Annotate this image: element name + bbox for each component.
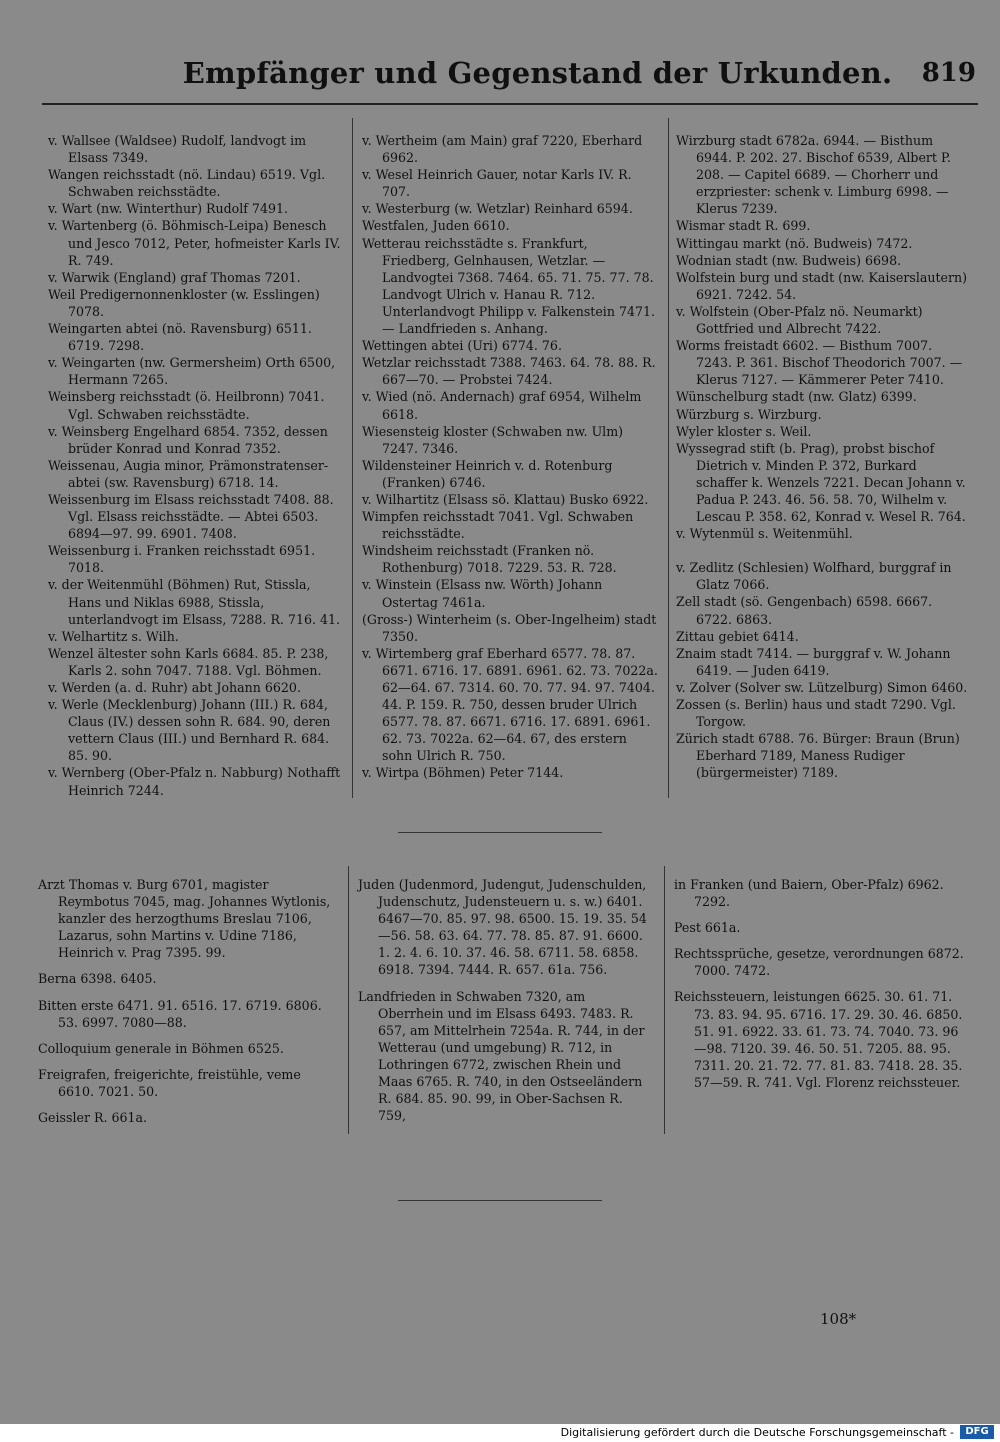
index-entry: Reichssteuern, leistungen 6625. 30. 61. 71. 73. 83. 94. 95. 6716. 17. 29. 30. 46. 6850. 51. 91. 6922. 33. 61. 73. 74. 7040. 73. 96—98. 7120. 39. 46. 50. 51. 7205. 88. 95. 7311. 20. 21. 72. 77. 81. 83. 7418. 28. 35. 57—59. R. 741. Vgl. Florenz reichssteuer. (674, 989, 963, 1090)
index-entry: Wodnian stadt (nw. Budweis) 6698. (676, 252, 902, 268)
subject-column-3 (674, 876, 970, 1091)
index-entry: Würzburg s. Wirzburg. (676, 406, 822, 422)
index-entry: Geissler R. 661a. (38, 1110, 148, 1126)
index-entry: v. der Weitenmühl (Böhmen) Rut, Stissla, Hans und Niklas 6988, Stissla, unterlandvogt im Elsass, 7288. R. 716. 41. (48, 577, 341, 627)
index-entry: Weil Predigernonnenkloster (w. Esslingen) 7078. (48, 286, 320, 319)
index-entry: Zossen (s. Berlin) haus und stadt 7290. Vgl. Torgow. (676, 697, 956, 730)
footer-bar (0, 1424, 1000, 1442)
index-entry: Weissenau, Augia minor, Prämonstratenser-abtei (sw. Ravensburg) 6718. 14. (48, 457, 329, 490)
index-entry: v. Wartenberg (ö. Böhmisch-Leipa) Benesch und Jesco 7012, Peter, hofmeister Karls IV. R. 749. (48, 218, 341, 268)
index-entry: Wetzlar reichsstadt 7388. 7463. 64. 78. 88. R. 667—70. — Probstei 7424. (362, 355, 656, 388)
index-entry: Juden (Judenmord, Judengut, Judenschulden, Judenschutz, Judensteuern u. s. w.) 6401. 6467—70. 85. 97. 98. 6500. 15. 19. 35. 54—56. 58. 63. 64. 77. 78. 85. 87. 91. 6600. 1. 2. 4. 6. 10. 37. 46. 58. 6711. 58. 6858. 6918. 7394. 7444. R. 657. 61a. 756. (358, 877, 647, 978)
index-entry: Westfalen, Juden 6610. (362, 218, 510, 234)
index-entry: Wismar stadt R. 699. (676, 218, 811, 234)
page-header (40, 56, 980, 100)
index-entry: Freigrafen, freigerichte, freistühle, veme 6610. 7021. 50. (38, 1066, 301, 1099)
index-entry: Wolfstein burg und stadt (nw. Kaiserslautern) 6921. 7242. 54. (676, 269, 968, 302)
index-entry: Pest 661a. (674, 920, 741, 936)
index-entry: Weissenburg im Elsass reichsstadt 7408. 88. Vgl. Elsass reichsstädte. — Abtei 6503. 6894—97. 99. 6901. 7408. (48, 491, 334, 542)
index-entry: v. Winstein (Elsass nw. Wörth) Johann Ostertag 7461a. (362, 577, 603, 610)
index-entry: v. Wirtpa (Böhmen) Peter 7144. (362, 765, 564, 781)
index-entry: v. Wart (nw. Winterthur) Rudolf 7491. (48, 201, 288, 217)
index-entry: in Franken (und Baiern, Ober-Pfalz) 6962. 7292. (674, 877, 944, 910)
index-entry: Znaim stadt 7414. — burggraf v. W. Johann 6419. — Juden 6419. (676, 645, 951, 678)
index-column-2 (362, 132, 658, 782)
column-divider (352, 118, 353, 798)
index-entry: v. Wirtemberg graf Eberhard 6577. 78. 87. 6671. 6716. 17. 6891. 6961. 62. 73. 7022a. 62—64. 67. 7314. 60. 70. 77. 94. 97. 7404. 44. P. 159. R. 750, dessen bruder Ulrich 6577. 78. 87. 6671. 6716. 17. 6891. 6961. 62. 73. 7022a. 62—64. 67, des erstern sohn Ulrich R. 750. (362, 645, 658, 764)
index-entry: Arzt Thomas v. Burg 6701, magister Reymbotus 7045, mag. Johannes Wytlonis, kanzler des herzogthums Breslau 7106, Lazarus, sohn Martins v. Udine 7186, Heinrich v. Prag 7395. 99. (38, 877, 331, 961)
column-divider (348, 866, 349, 1134)
index-entry: Wiesensteig kloster (Schwaben nw. Ulm) 7247. 7346. (362, 423, 624, 456)
index-entry: v. Wernberg (Ober-Pfalz n. Nabburg) Nothafft Heinrich 7244. (48, 765, 341, 798)
index-entry: v. Warwik (England) graf Thomas 7201. (48, 269, 301, 285)
index-entry: Wildensteiner Heinrich v. d. Rotenburg (Franken) 6746. (362, 457, 613, 490)
index-entry: v. Wytenmül s. Weitenmühl. (676, 526, 853, 542)
index-entry: v. Werden (a. d. Ruhr) abt Johann 6620. (48, 680, 301, 695)
index-entry: v. Werle (Mecklenburg) Johann (III.) R. 684, Claus (IV.) dessen sohn R. 684. 90, deren vettern Claus (III.) und Bernhard R. 684. 85. 90. (48, 697, 331, 764)
index-entry: (Gross-) Winterheim (s. Ober-Ingelheim) stadt 7350. (362, 611, 657, 644)
index-entry: v. Weingarten (nw. Germersheim) Orth 6500, Hermann 7265. (48, 355, 336, 388)
index-entry: Wyssegrad stift (b. Prag), probst bischof Dietrich v. Minden P. 372, Burkard schaffer k. Wenzels 7221. Decan Johann v. Padua P. 243. 46. 56. 58. 70, Wilhelm v. Lescau P. 358. 62, Konrad v. Wesel R. 764. (676, 440, 966, 525)
section-separator (398, 832, 602, 833)
index-column-1 (48, 132, 342, 799)
index-entry: Windsheim reichsstadt (Franken nö. Rothenburg) 7018. 7229. 53. R. 728. (362, 543, 617, 576)
page-title: Empfänger und Gegenstand der Urkunden. (182, 56, 893, 90)
header-rule (42, 103, 978, 105)
index-entry: Wünschelburg stadt (nw. Glatz) 6399. (676, 389, 917, 405)
index-entry: Landfrieden in Schwaben 7320, am Oberrhein und im Elsass 6493. 7483. R. 657, am Mittelrhein 7254a. R. 744, in der Wetterau (und umgebung) R. 712, in Lothringen 6772, zwischen Rhein und Maas 6765. R. 740, in den Ostseeländern R. 684. 85. 90. 99, in Ober-Sachsen R. 759, (358, 988, 645, 1124)
page-number: 819 (921, 58, 976, 88)
index-entry: Wangen reichsstadt (nö. Lindau) 6519. Vgl. Schwaben reichsstädte. (48, 167, 326, 200)
index-entry: Bitten erste 6471. 91. 6516. 17. 6719. 6806. 53. 6997. 7080—88. (38, 997, 322, 1030)
signature-mark: 108* (820, 1310, 857, 1328)
index-entry: Wittingau markt (nö. Budweis) 7472. (676, 235, 913, 251)
funding-note: Digitalisierung gefördert durch die Deutsche Forschungsgemeinschaft - (560, 1426, 954, 1439)
index-entry: v. Zolver (Solver sw. Lützelburg) Simon 6460. (676, 679, 968, 695)
index-entry: Wenzel ältester sohn Karls 6684. 85. P. 238, Karls 2. sohn 7047. 7188. Vgl. Böhmen. (48, 645, 329, 678)
dfg-logo: DFG (960, 1425, 994, 1439)
index-entry: v. Weinsberg Engelhard 6854. 7352, dessen brüder Konrad und Konrad 7352. (48, 423, 328, 456)
subject-column-1 (38, 876, 338, 1126)
index-entry: Zell stadt (sö. Gengenbach) 6598. 6667. 6722. 6863. (676, 594, 933, 627)
index-entry: v. Zedlitz (Schlesien) Wolfhard, burggraf in Glatz 7066. (676, 560, 952, 593)
index-entry: v. Wallsee (Waldsee) Rudolf, landvogt im Elsass 7349. (48, 133, 307, 166)
index-entry: v. Wesel Heinrich Gauer, notar Karls IV. R. 707. (362, 167, 632, 200)
index-entry: v. Wolfstein (Ober-Pfalz nö. Neumarkt) Gottfried und Albrecht 7422. (676, 303, 923, 337)
index-entry: Wettingen abtei (Uri) 6774. 76. (362, 338, 562, 354)
index-entry: v. Wilhartitz (Elsass sö. Klattau) Busko 6922. (362, 491, 649, 507)
column-divider (664, 866, 665, 1134)
index-entry: v. Wied (nö. Andernach) graf 6954, Wilhelm 6618. (362, 389, 642, 422)
index-entry: Worms freistadt 6602. — Bisthum 7007. 7243. P. 361. Bischof Theodorich 7007. — Klerus 7127. — Kämmerer Peter 7410. (676, 338, 963, 388)
index-entry: Zittau gebiet 6414. (676, 628, 799, 644)
index-entry: Berna 6398. 6405. (38, 971, 157, 987)
index-column-3 (676, 132, 972, 781)
index-entry: Rechtssprüche, gesetze, verordnungen 6872. 7000. 7472. (674, 946, 964, 979)
index-entry: Colloquium generale in Böhmen 6525. (38, 1040, 284, 1056)
blank-line (676, 542, 972, 559)
index-entry: Wimpfen reichsstadt 7041. Vgl. Schwaben reichsstädte. (362, 509, 634, 542)
index-entry: v. Welhartitz s. Wilh. (48, 628, 179, 644)
index-entry: Wetterau reichsstädte s. Frankfurt, Friedberg, Gelnhausen, Wetzlar. — Landvogtei 7368. 7464. 65. 71. 75. 77. 78. Landvogt Ulrich v. Hanau R. 712. Unterlandvogt Philipp v. Falkenstein 7471. — Landfrieden s. Anhang. (362, 235, 655, 337)
section-separator (398, 1200, 602, 1201)
index-entry: Wirzburg stadt 6782a. 6944. — Bisthum 6944. P. 202. 27. Bischof 6539, Albert P. 208. — Capitel 6689. — Chorherr und erzpriester: schenk v. Limburg 6998. — Klerus 7239. (676, 133, 951, 217)
subject-column-2 (358, 876, 654, 1124)
index-entry: v. Wertheim (am Main) graf 7220, Eberhard 6962. (362, 133, 643, 166)
index-entry: Zürich stadt 6788. 76. Bürger: Braun (Brun) Eberhard 7189, Maness Rudiger (bürgermeister) 7189. (676, 731, 960, 781)
index-entry: v. Westerburg (w. Wetzlar) Reinhard 6594. (362, 201, 633, 217)
index-entry: Weissenburg i. Franken reichsstadt 6951. 7018. (48, 543, 316, 576)
index-entry: Weingarten abtei (nö. Ravensburg) 6511. 6719. 7298. (48, 321, 312, 354)
column-divider (668, 118, 669, 798)
index-entry: Weinsberg reichsstadt (ö. Heilbronn) 7041. Vgl. Schwaben reichsstädte. (48, 389, 325, 422)
index-entry: Wyler kloster s. Weil. (676, 423, 812, 439)
